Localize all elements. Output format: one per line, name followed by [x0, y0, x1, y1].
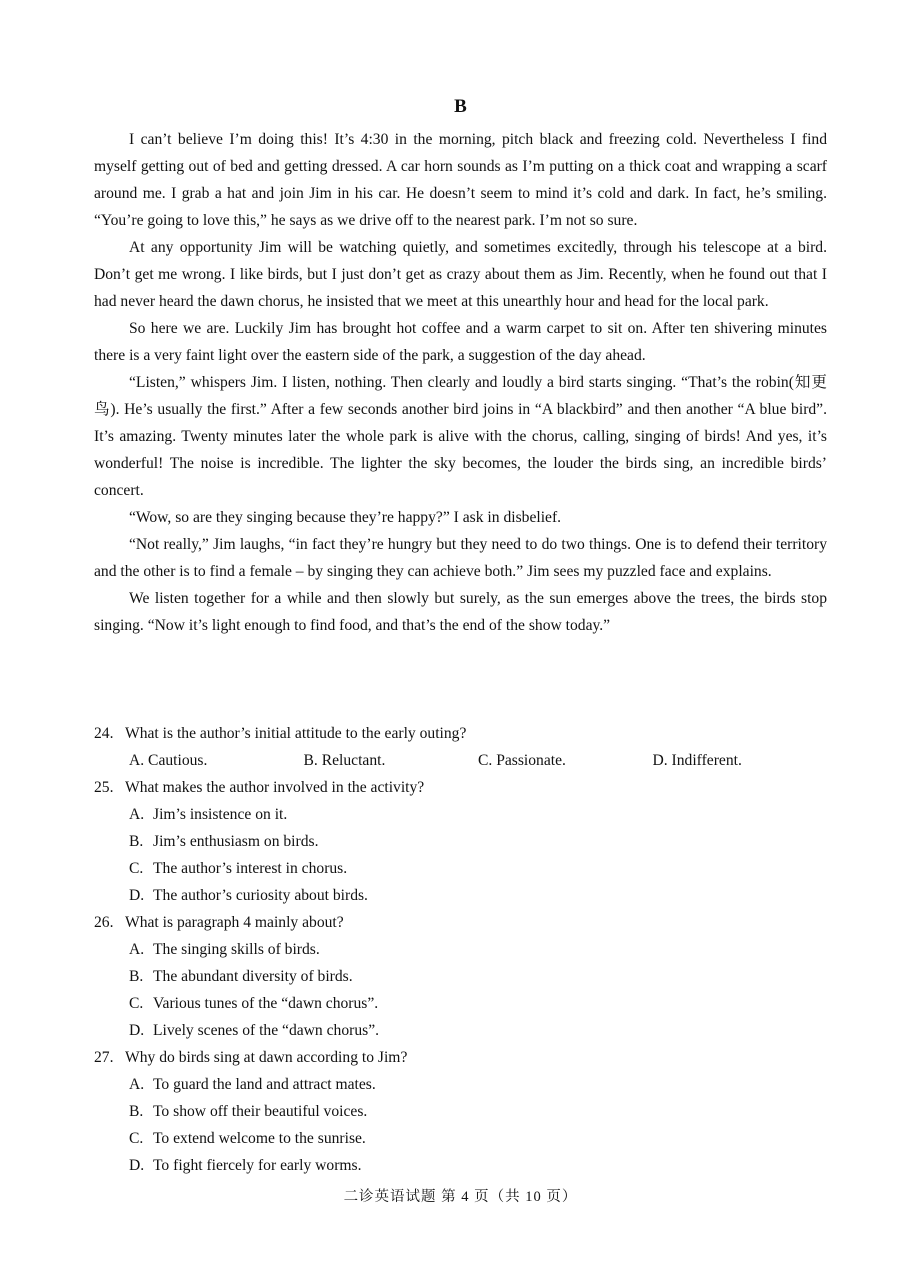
option-text: Jim’s enthusiasm on birds. [153, 833, 319, 850]
question-stem: What makes the author involved in the activity? [125, 779, 425, 796]
question-stem: Why do birds sing at dawn according to Jim? [125, 1049, 408, 1066]
option-letter: A. [129, 806, 145, 823]
option-letter: A. [129, 1076, 145, 1093]
paragraph-1: I can’t believe I’m doing this! It’s 4:30 in the morning, pitch black and freezing cold. Nevertheless I find myself getting out of bed and getting dressed. A car horn sounds as I’m putting on a thick coat and wrapping a scarf around me. I grab a hat and join Jim in his car. He doesn’t seem to mind it’s cold and dark. In fact, he’s smiling. “You’re going to love this,” he says as we drive off to the nearest park. I’m not so sure. [94, 131, 827, 229]
option-text: The singing skills of birds. [153, 941, 320, 958]
question-list [94, 720, 827, 1179]
option-text: The author’s curiosity about birds. [153, 887, 368, 904]
option-letter: C. [129, 1130, 144, 1147]
option-text: The abundant diversity of birds. [153, 968, 353, 985]
option-d [94, 1152, 827, 1179]
paragraph-4: “Listen,” whispers Jim. I listen, nothing. Then clearly and loudly a bird starts singing. “That’s the robin(知更鸟). He’s usually the first.” After a few seconds another bird joins in “A blackbird” and then another “A blue bird”. It’s amazing. Twenty minutes later the whole park is alive with the chorus, calling, singing of birds! And yes, it’s wonderful! The noise is incredible. The lighter the sky becomes, the louder the birds sing, an incredible birds’ concert. [94, 374, 827, 499]
question-stem: What is the author’s initial attitude to the early outing? [125, 725, 467, 742]
question-25 [94, 774, 827, 801]
question-24 [94, 720, 827, 747]
option-text: Jim’s insistence on it. [153, 806, 288, 823]
reading-passage [94, 126, 827, 639]
option-text: The author’s interest in chorus. [153, 860, 348, 877]
option-c [94, 855, 827, 882]
option-b [94, 1098, 827, 1125]
question-number: 27. [94, 1049, 114, 1066]
option-letter: B. [129, 968, 144, 985]
option-a [94, 801, 827, 828]
option-letter: A. [129, 941, 145, 958]
question-27 [94, 1044, 827, 1071]
option-text: To extend welcome to the sunrise. [153, 1130, 366, 1147]
option-letter: B. [129, 833, 144, 850]
paragraph-3: So here we are. Luckily Jim has brought hot coffee and a warm carpet to sit on. After ten shivering minutes there is a very faint light over the eastern side of the park, a suggestion of the day ahead. [94, 320, 827, 364]
page-footer: 二诊英语试题 第 4 页（共 10 页） [343, 1189, 578, 1205]
option-text: To guard the land and attract mates. [153, 1076, 376, 1093]
options-row-24 [94, 747, 827, 774]
option-letter: C. [129, 860, 144, 877]
option-a: A. Cautious. [129, 752, 208, 769]
option-letter: D. [129, 887, 145, 904]
option-a [94, 936, 827, 963]
option-letter: B. [129, 1103, 144, 1120]
paragraph-2: At any opportunity Jim will be watching quietly, and sometimes excitedly, through his telescope at a bird. Don’t get me wrong. I like birds, but I just don’t get as crazy about them as Jim. Recently, when he found out that I had never heard the dawn chorus, he insisted that we meet at this unearthly hour and head for the local park. [94, 239, 827, 310]
question-number: 24. [94, 725, 114, 742]
option-text: Various tunes of the “dawn chorus”. [153, 995, 379, 1012]
paragraph-7: We listen together for a while and then slowly but surely, as the sun emerges above the trees, the birds stop singing. “Now it’s light enough to find food, and that’s the end of the show today.” [94, 590, 827, 634]
paragraph-6: “Not really,” Jim laughs, “in fact they’re hungry but they need to do two things. One is to defend their territory and the other is to find a female – by singing they can achieve both.” Jim sees my puzzled face and explains. [94, 536, 827, 580]
option-b [94, 963, 827, 990]
option-letter: C. [129, 995, 144, 1012]
option-d [94, 882, 827, 909]
section-title: B [454, 96, 467, 117]
option-c: C. Passionate. [478, 752, 566, 769]
option-a [94, 1071, 827, 1098]
option-b: B. Reluctant. [303, 752, 386, 769]
question-stem: What is paragraph 4 mainly about? [125, 914, 344, 931]
option-text: To fight fiercely for early worms. [153, 1157, 362, 1174]
option-d: D. Indifferent. [652, 752, 742, 769]
option-text: To show off their beautiful voices. [153, 1103, 368, 1120]
question-number: 26. [94, 914, 114, 931]
option-c [94, 1125, 827, 1152]
question-number: 25. [94, 779, 114, 796]
option-b [94, 828, 827, 855]
option-letter: D. [129, 1022, 145, 1039]
option-c [94, 990, 827, 1017]
paragraph-5: “Wow, so are they singing because they’re happy?” I ask in disbelief. [129, 509, 562, 526]
option-letter: D. [129, 1157, 145, 1174]
question-26 [94, 909, 827, 936]
option-d [94, 1017, 827, 1044]
option-text: Lively scenes of the “dawn chorus”. [153, 1022, 380, 1039]
